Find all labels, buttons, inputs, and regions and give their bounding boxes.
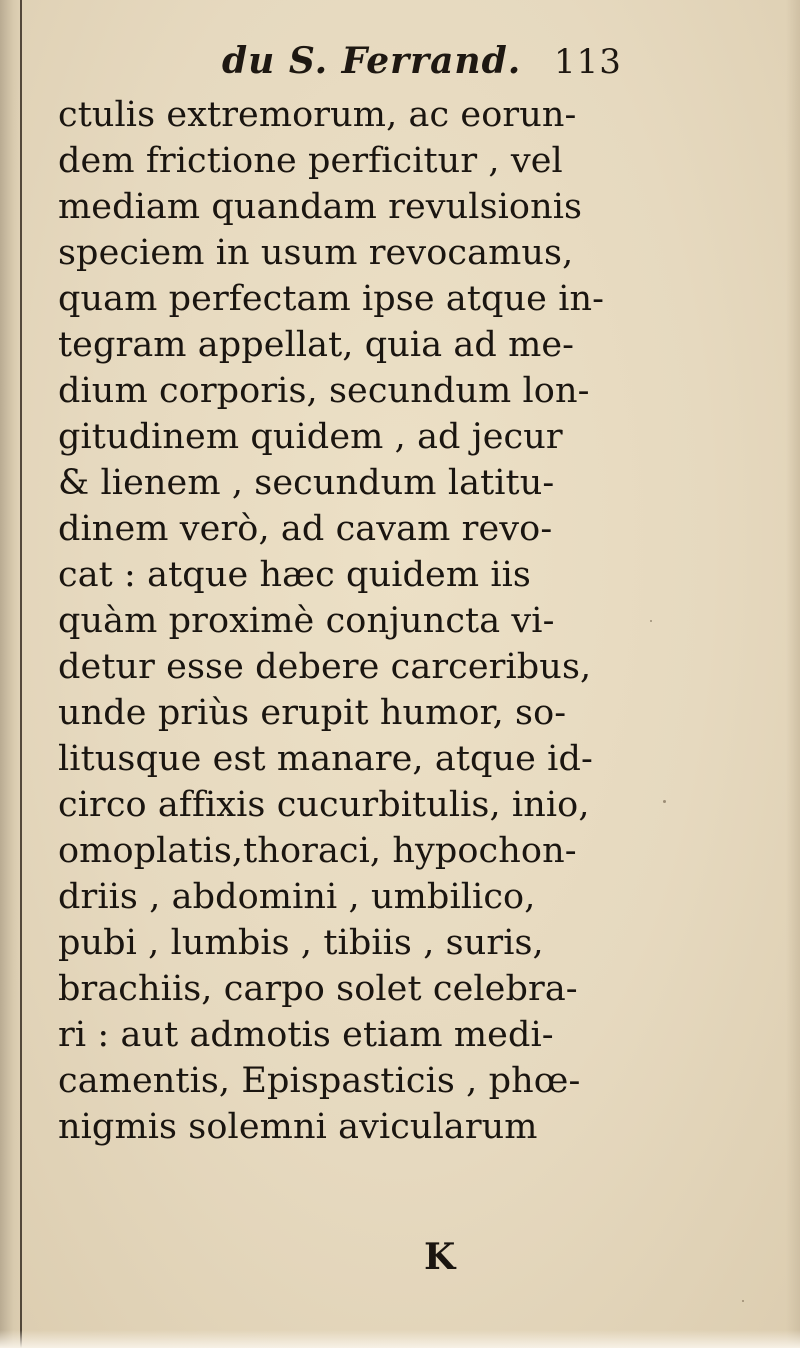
text-line: speciem in usum revocamus,	[58, 233, 574, 273]
page-gutter-shadow	[0, 0, 22, 1348]
text-line: nigmis solemni avicularum	[58, 1107, 538, 1147]
text-line: & lienem , secundum latitu-	[58, 463, 555, 503]
page-bottom-edge	[0, 1330, 800, 1348]
text-line: mediam quandam revulsionis	[58, 187, 583, 227]
text-line: tegram appellat, quia ad me-	[58, 325, 575, 365]
text-line: cat : atque hæc quidem iis	[58, 555, 531, 595]
text-line: quam perfectam ipse atque in-	[58, 279, 605, 319]
text-line: circo affixis cucurbitulis, inio,	[58, 785, 590, 825]
page-header	[0, 40, 800, 90]
text-line: camentis, Epispasticis , phœ-	[58, 1061, 581, 1101]
running-head: du S. Ferrand.	[222, 40, 522, 82]
text-line: ri : aut admotis etiam medi-	[58, 1015, 554, 1055]
text-line: unde priùs erupit humor, so-	[58, 693, 567, 733]
paper-speck	[650, 620, 652, 622]
text-line: gitudinem quidem , ad jecur	[58, 417, 563, 457]
text-line: dium corporis, secundum lon-	[58, 371, 590, 411]
text-line: omoplatis,thoraci, hypochon-	[58, 831, 577, 871]
text-line: ctulis extremorum, ac eorun-	[58, 95, 577, 135]
text-line: detur esse debere carceribus,	[58, 647, 592, 687]
text-line: litusque est manare, atque id-	[58, 739, 593, 779]
page-number: 113	[554, 42, 622, 82]
paper-speck	[663, 800, 666, 803]
text-line: quàm proximè conjuncta vi-	[58, 601, 555, 641]
catchword-signature: K	[424, 1236, 456, 1278]
text-line: brachiis, carpo solet celebra-	[58, 969, 578, 1009]
text-line: dem frictione perficitur , vel	[58, 141, 563, 181]
page-right-edge	[786, 0, 800, 1348]
text-line: driis , abdomini , umbilico,	[58, 877, 536, 917]
text-line: pubi , lumbis , tibiis , suris,	[58, 923, 544, 963]
page-binding-edge	[20, 0, 22, 1348]
paper-speck	[742, 1300, 744, 1302]
text-line: dinem verò, ad cavam revo-	[58, 509, 553, 549]
body-text	[58, 92, 648, 1150]
